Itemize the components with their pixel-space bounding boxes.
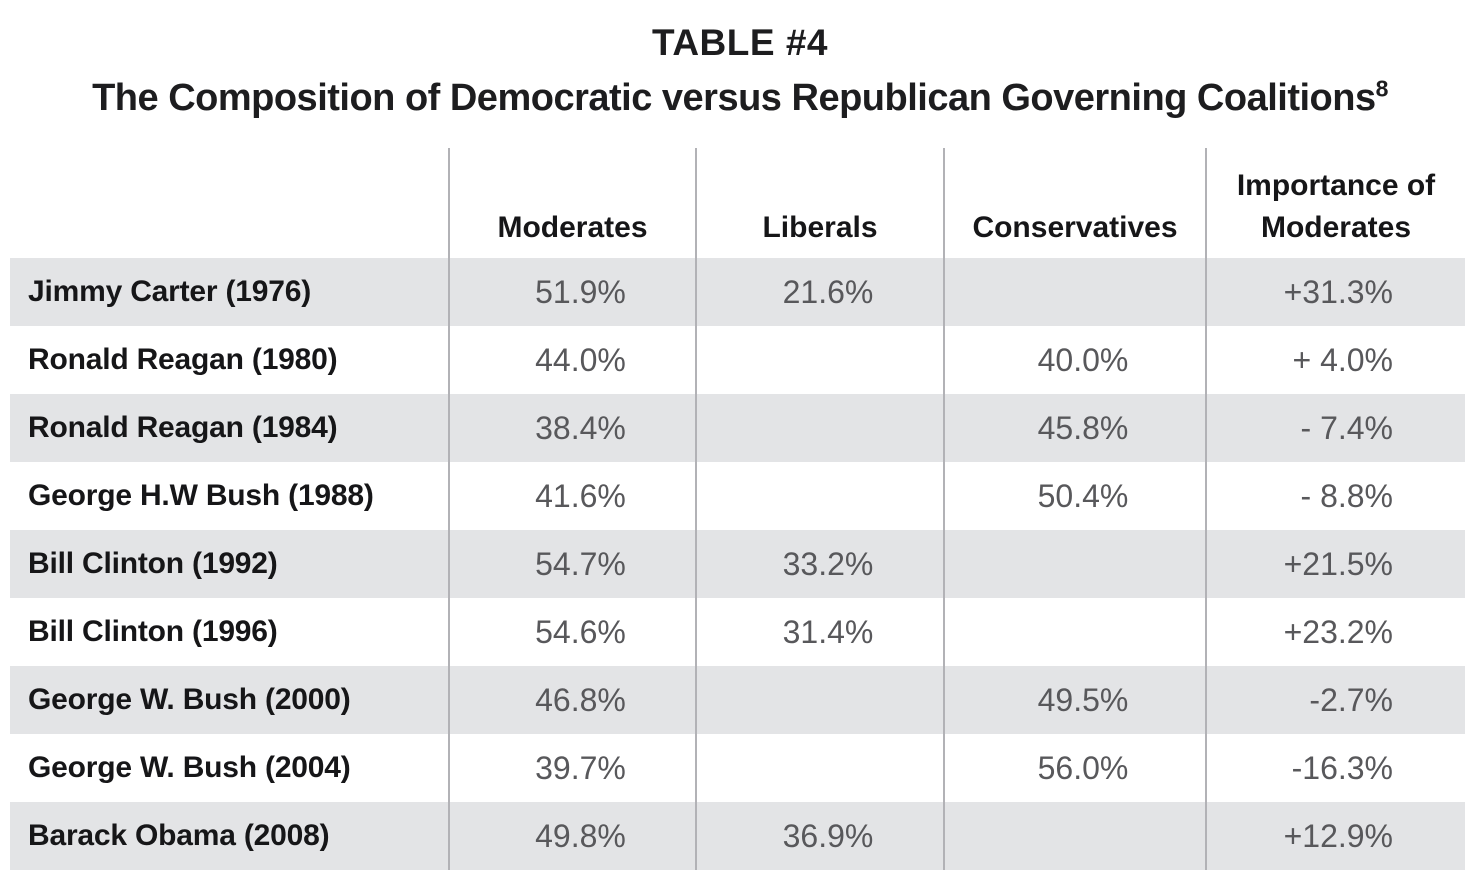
- table-row: [10, 326, 1465, 394]
- table-number: TABLE #4: [651, 22, 828, 63]
- importance-value: - 8.8%: [1205, 462, 1465, 530]
- column-header-liberals: Liberals: [695, 148, 943, 258]
- president-name-cell: George W. Bush (2004): [28, 751, 351, 784]
- president-name-cell: Barack Obama (2008): [10, 802, 448, 870]
- moderates-value: 46.8%: [448, 666, 695, 734]
- moderates-value: 54.7%: [448, 530, 695, 598]
- president-name-cell: George W. Bush (2000): [10, 666, 448, 734]
- table-subtitle-text: The Composition of Democratic versus Republican Governing Coalitions: [92, 77, 1376, 119]
- conservatives-value: [943, 258, 1205, 326]
- president-name-cell: Ronald Reagan (1984): [10, 394, 448, 462]
- column-header-importance: Importance of Moderates: [1205, 148, 1465, 258]
- liberals-value: [695, 326, 943, 394]
- table-row: [10, 802, 1465, 870]
- liberals-value: 21.6%: [695, 258, 943, 326]
- president-name-cell: George H.W Bush (1988): [28, 479, 374, 512]
- president-name-cell: Jimmy Carter (1976): [10, 258, 448, 326]
- moderates-value: 49.8%: [448, 802, 695, 870]
- importance-value: + 4.0%: [1205, 326, 1465, 394]
- conservatives-value: [943, 530, 1205, 598]
- importance-value: -16.3%: [1205, 734, 1465, 802]
- liberals-value: 36.9%: [695, 802, 943, 870]
- data-table: [10, 148, 1465, 870]
- conservatives-value: 45.8%: [943, 394, 1205, 462]
- moderates-value: 41.6%: [448, 462, 695, 530]
- liberals-value: 33.2%: [695, 530, 943, 598]
- liberals-value: [695, 394, 943, 462]
- table-row: [10, 598, 1465, 666]
- conservatives-value: 40.0%: [943, 326, 1205, 394]
- president-name-cell: Bill Clinton (1992): [10, 530, 448, 598]
- liberals-value: [695, 462, 943, 530]
- conservatives-value: [943, 598, 1205, 666]
- moderates-value: 54.6%: [448, 598, 695, 666]
- table-row: [10, 462, 1465, 530]
- column-header-conservatives: Conservatives: [943, 148, 1205, 258]
- column-header-moderates: Moderates: [448, 148, 695, 258]
- moderates-value: 38.4%: [448, 394, 695, 462]
- conservatives-value: 50.4%: [943, 462, 1205, 530]
- liberals-value: 31.4%: [695, 598, 943, 666]
- importance-value: - 7.4%: [1205, 394, 1465, 462]
- header-row: [10, 148, 1465, 258]
- conservatives-value: 49.5%: [943, 666, 1205, 734]
- importance-value: +23.2%: [1205, 598, 1465, 666]
- president-name-cell: Ronald Reagan (1980): [28, 343, 338, 376]
- importance-value: +21.5%: [1205, 530, 1465, 598]
- table-row: [10, 734, 1465, 802]
- table-row: [10, 530, 1465, 598]
- liberals-value: [695, 666, 943, 734]
- moderates-value: 51.9%: [448, 258, 695, 326]
- importance-value: +12.9%: [1205, 802, 1465, 870]
- conservatives-value: 56.0%: [943, 734, 1205, 802]
- importance-value: -2.7%: [1205, 666, 1465, 734]
- importance-value: +31.3%: [1205, 258, 1465, 326]
- table-row: [10, 258, 1465, 326]
- liberals-value: [695, 734, 943, 802]
- table-row: [10, 394, 1465, 462]
- moderates-value: 44.0%: [448, 326, 695, 394]
- president-name-cell: Bill Clinton (1996): [28, 615, 278, 648]
- column-header-blank: [10, 148, 448, 258]
- moderates-value: 39.7%: [448, 734, 695, 802]
- footnote-superscript: 8: [1375, 75, 1388, 102]
- conservatives-value: [943, 802, 1205, 870]
- table-title-block: [0, 0, 1480, 148]
- table-row: [10, 666, 1465, 734]
- table-subtitle: [0, 74, 1480, 122]
